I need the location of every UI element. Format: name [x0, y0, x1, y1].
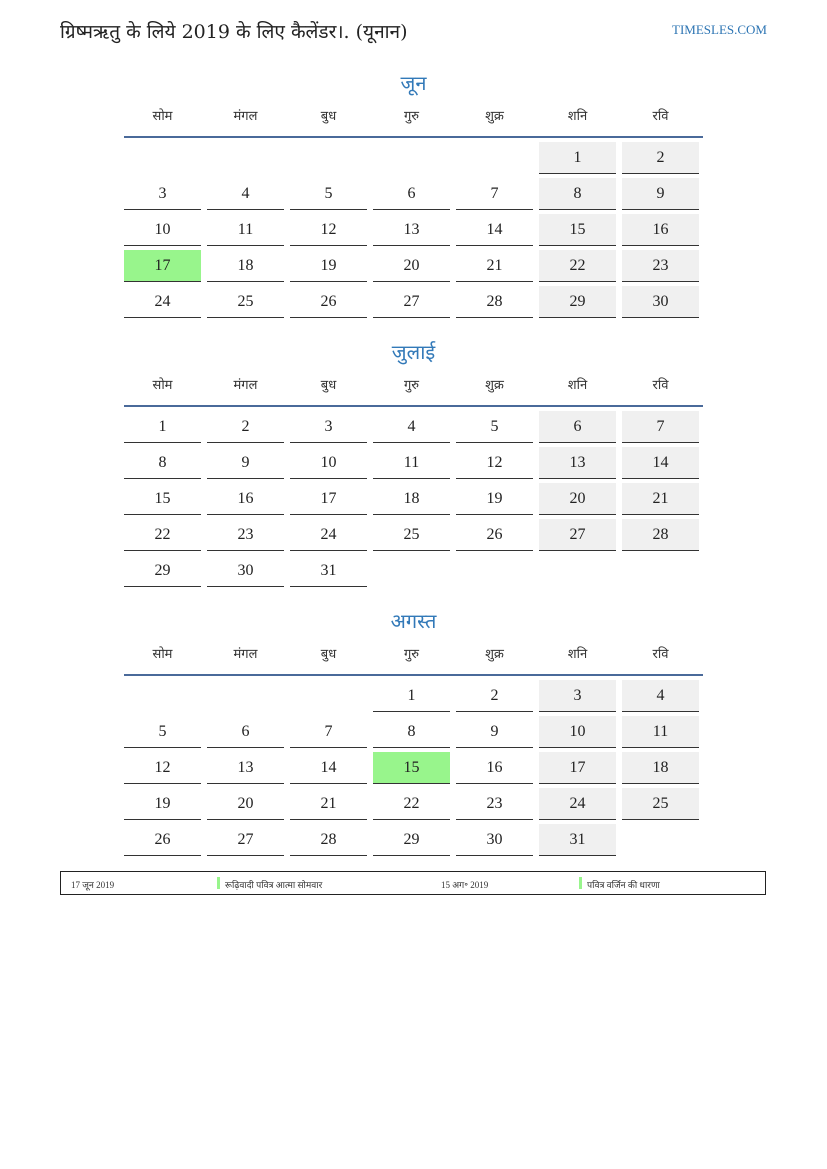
day-cell: 6 — [207, 716, 284, 748]
day-cell: 11 — [373, 447, 450, 479]
empty-cell — [124, 680, 201, 712]
day-cell: 4 — [207, 178, 284, 210]
weekday-label: सोम — [152, 109, 173, 124]
day-cell: 7 — [456, 178, 533, 210]
day-cell: 12 — [124, 752, 201, 784]
day-cell: 18 — [373, 483, 450, 515]
day-cell: 29 — [373, 824, 450, 856]
weekday-label: बुध — [320, 378, 337, 393]
empty-cell — [290, 142, 367, 174]
header-divider — [124, 136, 703, 138]
holiday-legend — [60, 871, 766, 895]
day-cell: 13 — [373, 214, 450, 246]
day-cell: 8 — [373, 716, 450, 748]
weekday-label: शनि — [567, 378, 588, 393]
legend-holiday-marker-1 — [217, 877, 220, 889]
day-cell: 1 — [373, 680, 450, 712]
empty-cell — [207, 142, 284, 174]
weekday-label: शुक्र — [485, 647, 504, 662]
day-cell: 16 — [456, 752, 533, 784]
day-cell: 26 — [124, 824, 201, 856]
weekday-label: शुक्र — [485, 378, 504, 393]
weekday-label: शुक्र — [485, 109, 504, 124]
day-cell: 8 — [124, 447, 201, 479]
day-cell: 13 — [207, 752, 284, 784]
day-cell: 27 — [539, 519, 616, 551]
legend-date-2: 15 अग॰ 2019 — [441, 880, 489, 890]
day-cell: 23 — [207, 519, 284, 551]
weekday-label: रवि — [652, 647, 669, 662]
day-cell: 9 — [456, 716, 533, 748]
day-cell: 21 — [290, 788, 367, 820]
empty-cell — [622, 824, 699, 856]
weekday-label: बुध — [320, 647, 337, 662]
day-cell: 5 — [124, 716, 201, 748]
day-cell: 3 — [539, 680, 616, 712]
day-cell: 3 — [124, 178, 201, 210]
day-cell: 20 — [207, 788, 284, 820]
empty-cell — [373, 142, 450, 174]
day-cell: 2 — [622, 142, 699, 174]
day-cell: 28 — [622, 519, 699, 551]
day-cell: 27 — [373, 286, 450, 318]
month-title: जुलाई — [391, 340, 436, 364]
day-cell: 10 — [124, 214, 201, 246]
day-cell: 3 — [290, 411, 367, 443]
day-cell: 24 — [124, 286, 201, 318]
day-cell: 26 — [290, 286, 367, 318]
week-row — [124, 680, 703, 716]
day-cell: 31 — [290, 555, 367, 587]
day-cell: 15 — [124, 483, 201, 515]
day-cell: 19 — [456, 483, 533, 515]
day-cell: 22 — [373, 788, 450, 820]
day-cell: 1 — [124, 411, 201, 443]
day-cell: 6 — [539, 411, 616, 443]
legend-text-2: पवित्र वर्जिन की धारणा — [587, 880, 660, 890]
day-cell: 11 — [207, 214, 284, 246]
page-title: ग्रिष्मऋतु के लिये 2019 के लिए कैलेंडर।. (यूनान) — [60, 21, 408, 43]
week-row — [124, 519, 703, 555]
header-divider — [124, 674, 703, 676]
day-cell: 9 — [622, 178, 699, 210]
weekday-label: सोम — [152, 647, 173, 662]
day-cell: 25 — [373, 519, 450, 551]
week-row — [124, 411, 703, 447]
day-cell-holiday: 15 — [373, 752, 450, 784]
day-cell: 24 — [539, 788, 616, 820]
day-cell: 22 — [539, 250, 616, 282]
weekday-label: सोम — [152, 378, 173, 393]
month-june — [124, 68, 703, 322]
day-cell: 10 — [539, 716, 616, 748]
day-cell: 4 — [622, 680, 699, 712]
legend-text-1: रूढ़िवादी पवित्र आत्मा सोमवार — [225, 880, 323, 890]
month-title: जून — [400, 71, 427, 95]
week-row — [124, 250, 703, 286]
day-cell-holiday: 17 — [124, 250, 201, 282]
weekday-label: गुरु — [403, 647, 420, 662]
weekday-label: गुरु — [403, 378, 420, 393]
day-cell: 28 — [290, 824, 367, 856]
day-cell: 5 — [456, 411, 533, 443]
day-cell: 19 — [290, 250, 367, 282]
weekday-label: मंगल — [233, 109, 258, 124]
day-cell: 7 — [290, 716, 367, 748]
weekday-header — [124, 636, 703, 670]
week-row — [124, 214, 703, 250]
day-cell: 8 — [539, 178, 616, 210]
day-cell: 10 — [290, 447, 367, 479]
site-link[interactable]: TIMESLES.COM — [672, 22, 767, 37]
day-cell: 17 — [290, 483, 367, 515]
day-cell: 6 — [373, 178, 450, 210]
day-cell: 14 — [622, 447, 699, 479]
weekday-header — [124, 367, 703, 401]
day-cell: 9 — [207, 447, 284, 479]
weekday-label: बुध — [320, 109, 337, 124]
day-cell: 25 — [207, 286, 284, 318]
day-cell: 5 — [290, 178, 367, 210]
day-cell: 30 — [456, 824, 533, 856]
empty-cell — [124, 142, 201, 174]
week-row — [124, 788, 703, 824]
day-cell: 25 — [622, 788, 699, 820]
day-cell: 22 — [124, 519, 201, 551]
week-row — [124, 555, 703, 591]
day-cell: 20 — [373, 250, 450, 282]
day-cell: 2 — [207, 411, 284, 443]
week-row — [124, 752, 703, 788]
day-cell: 12 — [290, 214, 367, 246]
day-cell: 29 — [539, 286, 616, 318]
empty-cell — [373, 555, 450, 587]
weekday-header — [124, 98, 703, 132]
weekday-label: शनि — [567, 647, 588, 662]
day-cell: 30 — [207, 555, 284, 587]
month-august — [124, 606, 703, 860]
day-cell: 11 — [622, 716, 699, 748]
day-cell: 7 — [622, 411, 699, 443]
day-cell: 21 — [456, 250, 533, 282]
day-cell: 16 — [207, 483, 284, 515]
empty-cell — [290, 680, 367, 712]
empty-cell — [456, 555, 533, 587]
week-row — [124, 716, 703, 752]
empty-cell — [207, 680, 284, 712]
week-row — [124, 483, 703, 519]
day-cell: 12 — [456, 447, 533, 479]
weekday-label: शनि — [567, 109, 588, 124]
week-row — [124, 142, 703, 178]
day-cell: 15 — [539, 214, 616, 246]
weekday-label: मंगल — [233, 378, 258, 393]
day-cell: 23 — [622, 250, 699, 282]
day-cell: 2 — [456, 680, 533, 712]
week-row — [124, 286, 703, 322]
weekday-label: रवि — [652, 109, 669, 124]
day-cell: 14 — [290, 752, 367, 784]
day-cell: 18 — [207, 250, 284, 282]
day-cell: 30 — [622, 286, 699, 318]
weekday-label: मंगल — [233, 647, 258, 662]
day-cell: 13 — [539, 447, 616, 479]
day-cell: 16 — [622, 214, 699, 246]
legend-date-1: 17 जून 2019 — [71, 880, 115, 890]
day-cell: 28 — [456, 286, 533, 318]
day-cell: 4 — [373, 411, 450, 443]
day-cell: 27 — [207, 824, 284, 856]
day-cell: 14 — [456, 214, 533, 246]
day-cell: 18 — [622, 752, 699, 784]
weekday-label: रवि — [652, 378, 669, 393]
header-divider — [124, 405, 703, 407]
empty-cell — [456, 142, 533, 174]
day-cell: 29 — [124, 555, 201, 587]
empty-cell — [622, 555, 699, 587]
day-cell: 24 — [290, 519, 367, 551]
week-row — [124, 178, 703, 214]
day-cell: 26 — [456, 519, 533, 551]
month-title: अगस्त — [390, 609, 437, 633]
legend-holiday-marker-2 — [579, 877, 582, 889]
day-cell: 21 — [622, 483, 699, 515]
day-cell: 23 — [456, 788, 533, 820]
day-cell: 17 — [539, 752, 616, 784]
weekday-label: गुरु — [403, 109, 420, 124]
month-july — [124, 337, 703, 591]
day-cell: 20 — [539, 483, 616, 515]
week-row — [124, 447, 703, 483]
day-cell: 31 — [539, 824, 616, 856]
empty-cell — [539, 555, 616, 587]
week-row — [124, 824, 703, 860]
day-cell: 19 — [124, 788, 201, 820]
day-cell: 1 — [539, 142, 616, 174]
